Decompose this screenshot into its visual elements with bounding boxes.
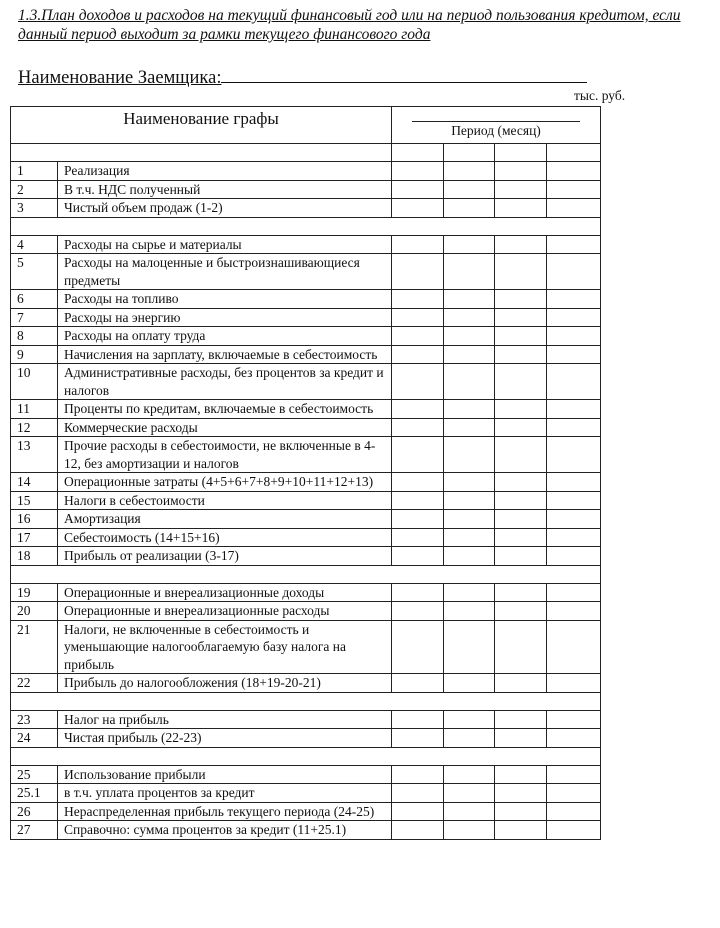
units-label: тыс. руб.	[574, 88, 626, 103]
row-number: 11	[11, 400, 58, 419]
row-number: 17	[11, 528, 58, 547]
value-cell[interactable]	[392, 437, 444, 473]
column-header-period	[392, 107, 601, 144]
value-cell[interactable]	[495, 400, 547, 419]
row-label: Начисления на зарплату, включаемые в себестоимость	[58, 345, 392, 364]
period-header-cell[interactable]	[444, 144, 495, 162]
value-cell[interactable]	[495, 418, 547, 437]
table-row	[11, 327, 601, 346]
value-cell[interactable]	[547, 235, 601, 254]
value-cell[interactable]	[495, 710, 547, 729]
borrower-field	[18, 64, 587, 89]
table-row	[11, 547, 601, 566]
value-cell[interactable]	[547, 528, 601, 547]
blank-separator-row	[11, 144, 601, 162]
value-cell[interactable]	[547, 473, 601, 492]
value-cell[interactable]	[444, 729, 495, 748]
row-number: 10	[11, 364, 58, 400]
value-cell[interactable]	[495, 162, 547, 181]
table-row	[11, 308, 601, 327]
value-cell[interactable]	[547, 583, 601, 602]
value-cell[interactable]	[392, 364, 444, 400]
value-cell[interactable]	[495, 491, 547, 510]
value-cell[interactable]	[392, 547, 444, 566]
blank-cell	[11, 144, 392, 162]
table-row	[11, 199, 601, 218]
row-label: Справочно: сумма процентов за кредит (11+25.1)	[58, 821, 392, 840]
period-header-cell[interactable]	[495, 144, 547, 162]
row-number: 22	[11, 674, 58, 693]
value-cell[interactable]	[495, 473, 547, 492]
value-cell[interactable]	[392, 180, 444, 199]
row-number: 8	[11, 327, 58, 346]
row-label: Операционные затраты (4+5+6+7+8+9+10+11+12+13)	[58, 473, 392, 492]
row-number: 27	[11, 821, 58, 840]
row-number: 23	[11, 710, 58, 729]
value-cell[interactable]	[444, 345, 495, 364]
row-number: 13	[11, 437, 58, 473]
table-row	[11, 491, 601, 510]
value-cell[interactable]	[547, 400, 601, 419]
value-cell[interactable]	[392, 345, 444, 364]
value-cell[interactable]	[495, 729, 547, 748]
row-label: Коммерческие расходы	[58, 418, 392, 437]
value-cell[interactable]	[392, 327, 444, 346]
table-row	[11, 802, 601, 821]
value-cell[interactable]	[444, 765, 495, 784]
value-cell[interactable]	[547, 254, 601, 290]
table-row	[11, 784, 601, 803]
table-row	[11, 620, 601, 674]
row-label: Расходы на малоценные и быстроизнашивающиеся предметы	[58, 254, 392, 290]
row-number: 25	[11, 765, 58, 784]
value-cell[interactable]	[444, 290, 495, 309]
value-cell[interactable]	[444, 510, 495, 529]
blank-separator-row	[11, 217, 601, 235]
value-cell[interactable]	[392, 418, 444, 437]
value-cell[interactable]	[495, 821, 547, 840]
value-cell[interactable]	[392, 235, 444, 254]
table-row	[11, 254, 601, 290]
value-cell[interactable]	[392, 729, 444, 748]
row-number: 14	[11, 473, 58, 492]
blank-separator-row	[11, 565, 601, 583]
table-row	[11, 765, 601, 784]
value-cell[interactable]	[495, 602, 547, 621]
row-label: Чистый объем продаж (1-2)	[58, 199, 392, 218]
row-number: 2	[11, 180, 58, 199]
blank-cell	[11, 217, 601, 235]
value-cell[interactable]	[444, 528, 495, 547]
value-cell[interactable]	[547, 345, 601, 364]
value-cell[interactable]	[495, 345, 547, 364]
value-cell[interactable]	[392, 528, 444, 547]
value-cell[interactable]	[547, 784, 601, 803]
column-header-name: Наименование графы	[11, 107, 392, 144]
row-number: 25.1	[11, 784, 58, 803]
row-number: 21	[11, 620, 58, 674]
row-label: Амортизация	[58, 510, 392, 529]
value-cell[interactable]	[495, 199, 547, 218]
value-cell[interactable]	[495, 364, 547, 400]
row-label: Налоги в себестоимости	[58, 491, 392, 510]
value-cell[interactable]	[495, 180, 547, 199]
value-cell[interactable]	[392, 583, 444, 602]
row-label: Чистая прибыль (22-23)	[58, 729, 392, 748]
table-row	[11, 473, 601, 492]
value-cell[interactable]	[392, 784, 444, 803]
value-cell[interactable]	[392, 162, 444, 181]
row-label: Налоги, не включенные в себестоимость и уменьшающие налогооблагаемую базу налога на прибыль	[58, 620, 392, 674]
value-cell[interactable]	[547, 602, 601, 621]
row-label: В т.ч. НДС полученный	[58, 180, 392, 199]
value-cell[interactable]	[547, 418, 601, 437]
table-row	[11, 821, 601, 840]
value-cell[interactable]	[495, 528, 547, 547]
value-cell[interactable]	[547, 765, 601, 784]
value-cell[interactable]	[547, 364, 601, 400]
value-cell[interactable]	[392, 491, 444, 510]
value-cell[interactable]	[444, 674, 495, 693]
row-label: в т.ч. уплата процентов за кредит	[58, 784, 392, 803]
period-header-cell[interactable]	[547, 144, 601, 162]
value-cell[interactable]	[547, 620, 601, 674]
table-row	[11, 710, 601, 729]
value-cell[interactable]	[547, 180, 601, 199]
value-cell[interactable]	[444, 473, 495, 492]
value-cell[interactable]	[444, 784, 495, 803]
row-number: 18	[11, 547, 58, 566]
row-number: 16	[11, 510, 58, 529]
value-cell[interactable]	[547, 710, 601, 729]
value-cell[interactable]	[392, 199, 444, 218]
row-label: Проценты по кредитам, включаемые в себестоимость	[58, 400, 392, 419]
value-cell[interactable]	[495, 254, 547, 290]
value-cell[interactable]	[444, 821, 495, 840]
row-label: Административные расходы, без процентов за кредит и налогов	[58, 364, 392, 400]
row-label: Прочие расходы в себестоимости, не включенные в 4-12, без амортизации и налогов	[58, 437, 392, 473]
value-cell[interactable]	[547, 437, 601, 473]
value-cell[interactable]	[495, 308, 547, 327]
period-label: Период (месяц)	[451, 123, 541, 138]
value-cell[interactable]	[392, 620, 444, 674]
row-label: Операционные и внереализационные доходы	[58, 583, 392, 602]
table-row	[11, 290, 601, 309]
value-cell[interactable]	[495, 620, 547, 674]
blank-separator-row	[11, 692, 601, 710]
value-cell[interactable]	[392, 400, 444, 419]
value-cell[interactable]	[495, 437, 547, 473]
row-label: Налог на прибыль	[58, 710, 392, 729]
value-cell[interactable]	[495, 802, 547, 821]
row-label: Расходы на оплату труда	[58, 327, 392, 346]
row-label: Расходы на топливо	[58, 290, 392, 309]
row-number: 1	[11, 162, 58, 181]
row-number: 5	[11, 254, 58, 290]
value-cell[interactable]	[495, 510, 547, 529]
value-cell[interactable]	[392, 473, 444, 492]
value-cell[interactable]	[444, 180, 495, 199]
row-number: 15	[11, 491, 58, 510]
value-cell[interactable]	[444, 802, 495, 821]
value-cell[interactable]	[547, 729, 601, 748]
value-cell[interactable]	[444, 437, 495, 473]
value-cell[interactable]	[392, 290, 444, 309]
income-expense-plan-table	[10, 106, 601, 840]
blank-separator-row	[11, 747, 601, 765]
blank-cell	[11, 747, 601, 765]
row-label: Расходы на сырье и материалы	[58, 235, 392, 254]
row-number: 20	[11, 602, 58, 621]
table-row	[11, 235, 601, 254]
row-label: Операционные и внереализационные расходы	[58, 602, 392, 621]
table-row	[11, 345, 601, 364]
row-number: 3	[11, 199, 58, 218]
borrower-input-line[interactable]	[221, 64, 587, 83]
value-cell[interactable]	[547, 308, 601, 327]
value-cell[interactable]	[495, 327, 547, 346]
value-cell[interactable]	[392, 308, 444, 327]
value-cell[interactable]	[392, 674, 444, 693]
period-header-cell[interactable]	[392, 144, 444, 162]
row-number: 12	[11, 418, 58, 437]
value-cell[interactable]	[495, 674, 547, 693]
value-cell[interactable]	[547, 327, 601, 346]
row-number: 4	[11, 235, 58, 254]
row-number: 6	[11, 290, 58, 309]
value-cell[interactable]	[444, 327, 495, 346]
table-row	[11, 674, 601, 693]
table-row	[11, 510, 601, 529]
value-cell[interactable]	[392, 602, 444, 621]
value-cell[interactable]	[444, 254, 495, 290]
table-row	[11, 364, 601, 400]
value-cell[interactable]	[444, 710, 495, 729]
row-label: Нераспределенная прибыль текущего периода (24-25)	[58, 802, 392, 821]
value-cell[interactable]	[547, 199, 601, 218]
value-cell[interactable]	[547, 547, 601, 566]
value-cell[interactable]	[444, 620, 495, 674]
value-cell[interactable]	[495, 765, 547, 784]
value-cell[interactable]	[495, 235, 547, 254]
section-title: 1.3.План доходов и расходов на текущий финансовый год или на период пользования кредитом, если данный период выходит за рамки текущего финансового года	[18, 7, 681, 43]
value-cell[interactable]	[495, 784, 547, 803]
value-cell[interactable]	[392, 765, 444, 784]
value-cell[interactable]	[547, 802, 601, 821]
value-cell[interactable]	[392, 802, 444, 821]
value-cell[interactable]	[392, 710, 444, 729]
period-blank-line[interactable]	[412, 121, 580, 122]
table-row	[11, 437, 601, 473]
row-label: Себестоимость (14+15+16)	[58, 528, 392, 547]
row-number: 7	[11, 308, 58, 327]
value-cell[interactable]	[547, 162, 601, 181]
table-row	[11, 528, 601, 547]
row-label: Расходы на энергию	[58, 308, 392, 327]
row-label: Прибыль от реализации (3-17)	[58, 547, 392, 566]
value-cell[interactable]	[444, 199, 495, 218]
value-cell[interactable]	[392, 510, 444, 529]
value-cell[interactable]	[547, 290, 601, 309]
value-cell[interactable]	[495, 583, 547, 602]
value-cell[interactable]	[495, 547, 547, 566]
borrower-label: Наименование Заемщика:	[18, 68, 222, 88]
table-row	[11, 583, 601, 602]
blank-cell	[11, 692, 601, 710]
value-cell[interactable]	[444, 583, 495, 602]
table-row	[11, 162, 601, 181]
value-cell[interactable]	[547, 674, 601, 693]
value-cell[interactable]	[444, 547, 495, 566]
table-row	[11, 180, 601, 199]
value-cell[interactable]	[444, 235, 495, 254]
value-cell[interactable]	[444, 364, 495, 400]
value-cell[interactable]	[444, 400, 495, 419]
row-number: 24	[11, 729, 58, 748]
value-cell[interactable]	[547, 491, 601, 510]
row-label: Использование прибыли	[58, 765, 392, 784]
table-row	[11, 418, 601, 437]
row-number: 26	[11, 802, 58, 821]
value-cell[interactable]	[444, 162, 495, 181]
value-cell[interactable]	[495, 290, 547, 309]
row-label: Прибыль до налогообложения (18+19-20-21)	[58, 674, 392, 693]
row-number: 19	[11, 583, 58, 602]
row-label: Реализация	[58, 162, 392, 181]
value-cell[interactable]	[547, 510, 601, 529]
blank-cell	[11, 565, 601, 583]
table-row	[11, 400, 601, 419]
value-cell[interactable]	[547, 821, 601, 840]
row-number: 9	[11, 345, 58, 364]
table-row	[11, 602, 601, 621]
table-row	[11, 729, 601, 748]
value-cell[interactable]	[444, 491, 495, 510]
value-cell[interactable]	[392, 254, 444, 290]
value-cell[interactable]	[444, 602, 495, 621]
value-cell[interactable]	[392, 821, 444, 840]
value-cell[interactable]	[444, 308, 495, 327]
value-cell[interactable]	[444, 418, 495, 437]
